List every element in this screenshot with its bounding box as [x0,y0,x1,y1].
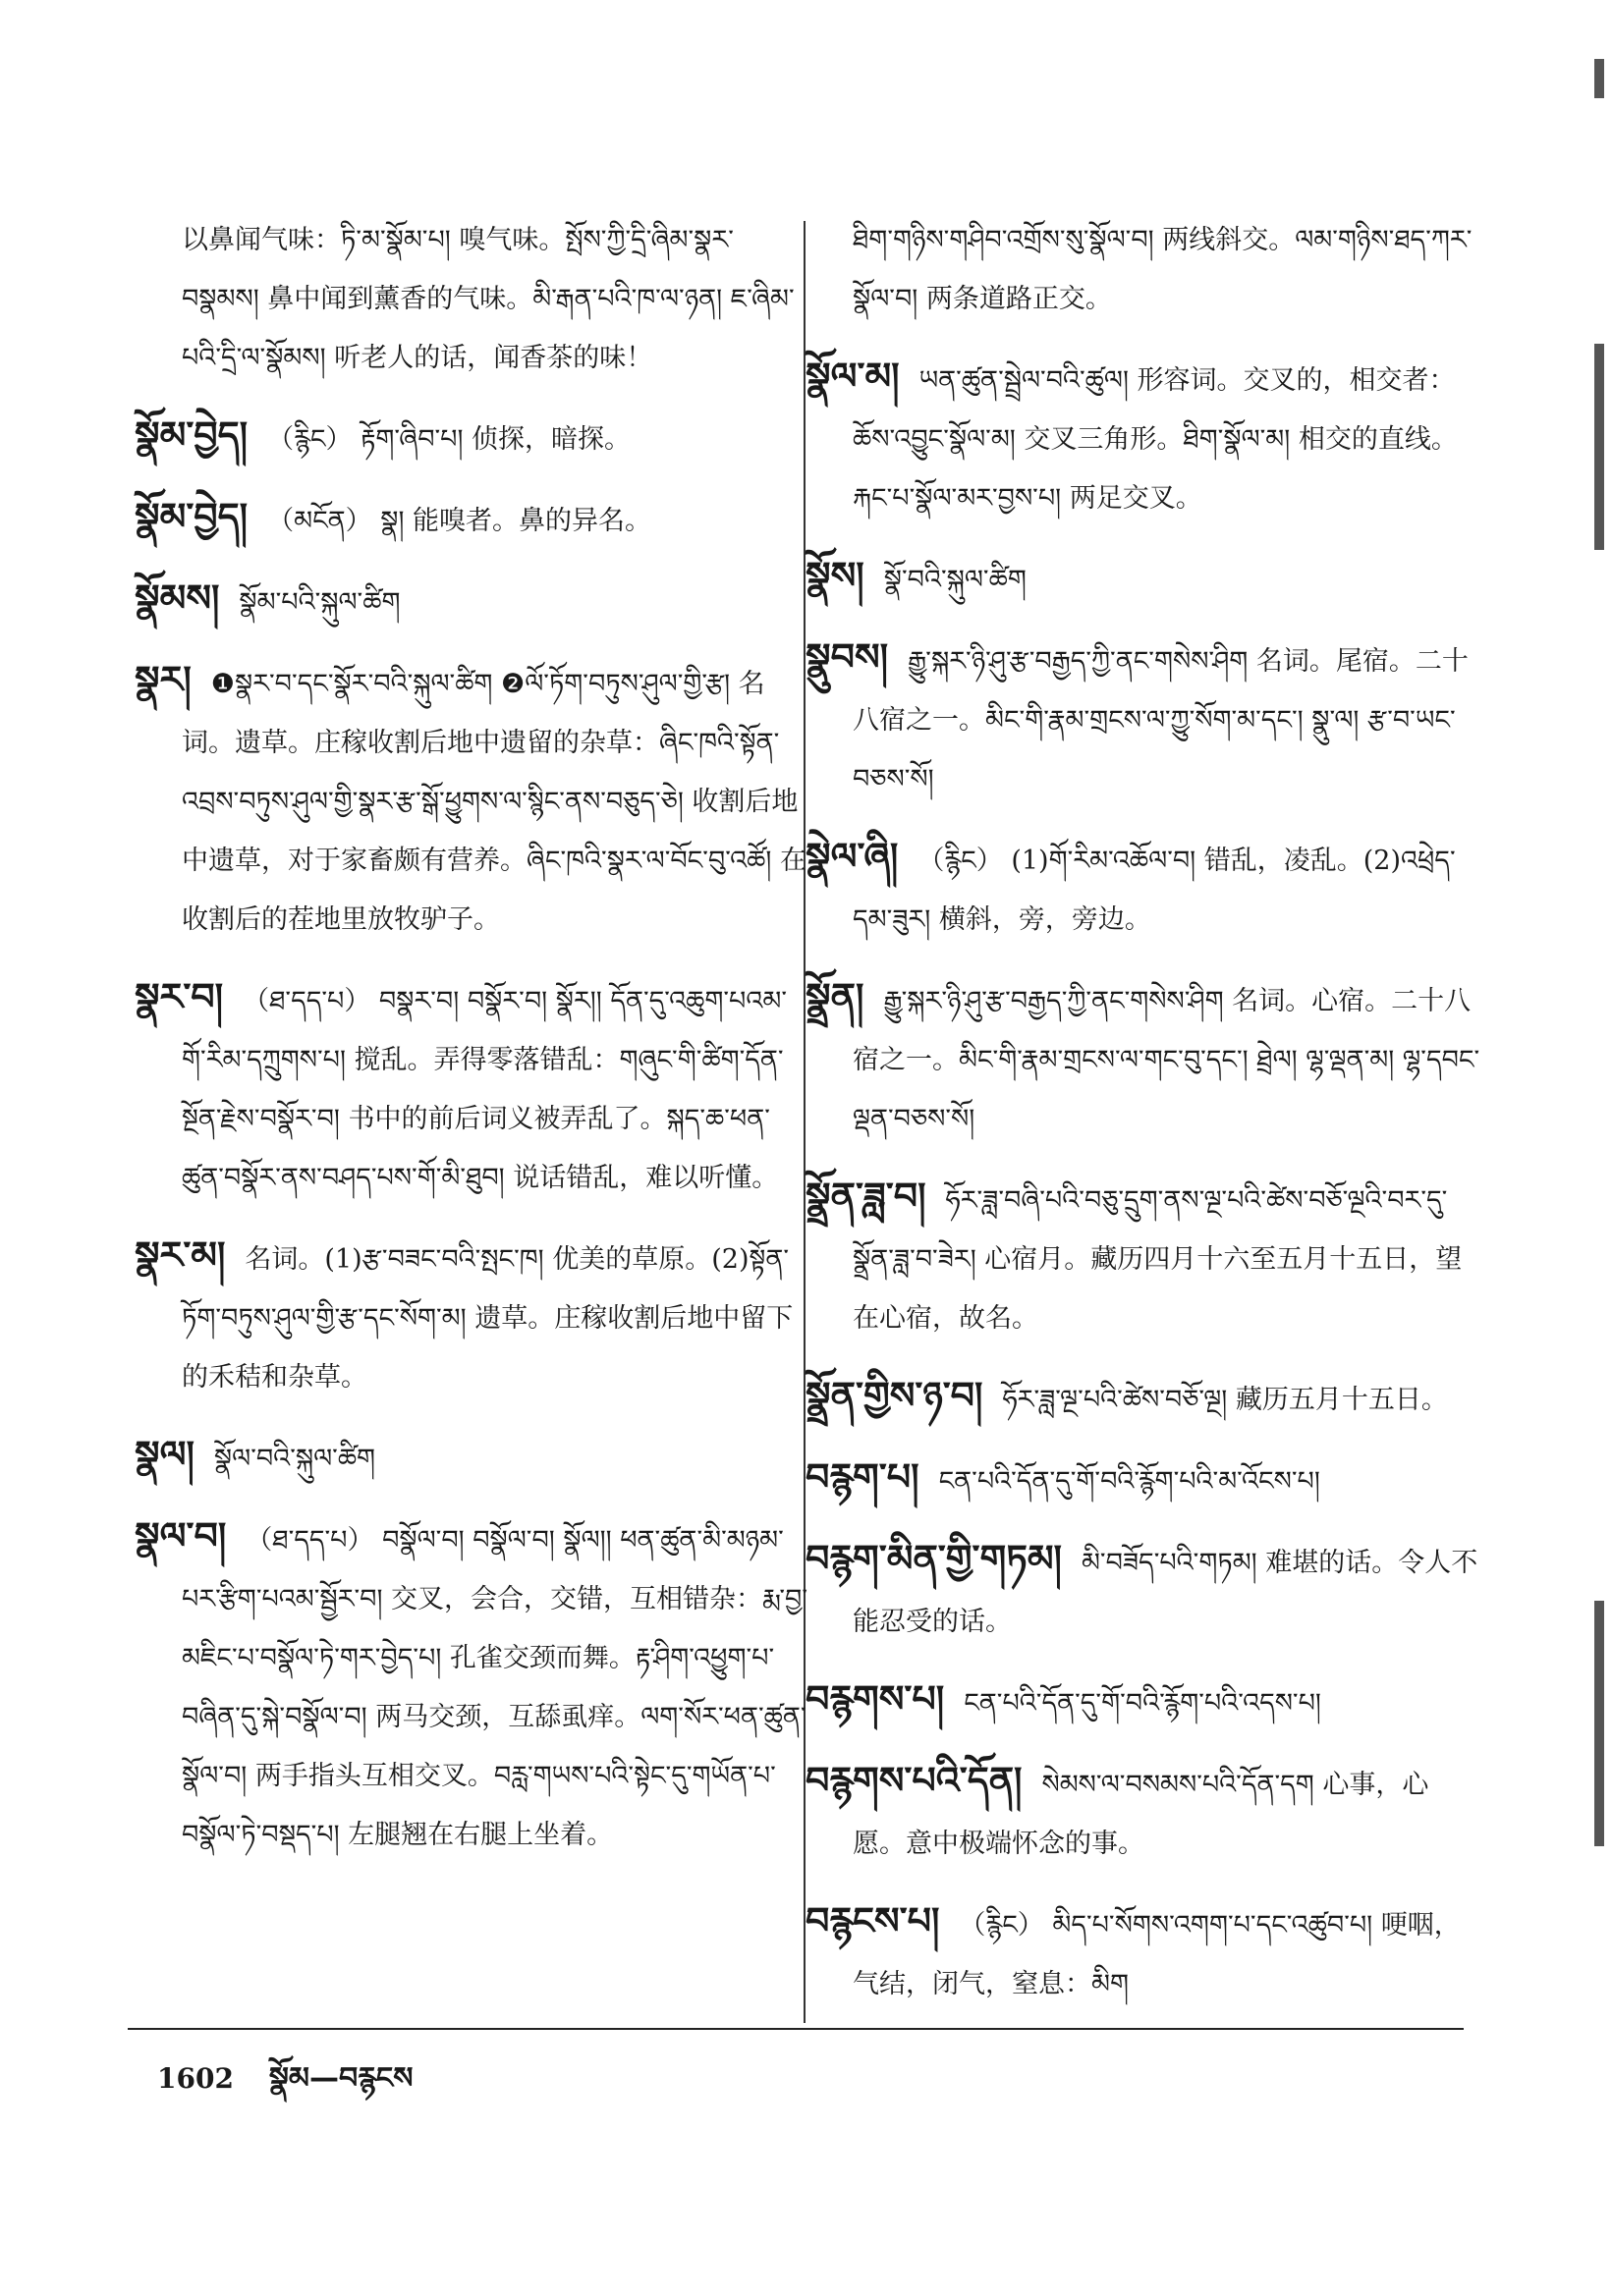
definition: སྣོམ་པའི་སྐུལ་ཚིག [239,587,401,618]
definition: མི་བཟོད་པའི་གཏམ། 难堪的话。令人不能忍受的话。 [853,1548,1478,1637]
dictionary-entry [135,650,810,950]
dictionary-entry [135,1226,810,1407]
headword: སྣར། [135,658,192,701]
definition: ཐིག་གཉིས་གཤིབ་འགྲོས་སུ་སྣོལ་བ། 两线斜交。ལམ་གཉིས་ཐད་ཀར་སྣོལ་བ། 两条道路正交。 [853,225,1473,314]
definition: སྣོ་བའི་སྐུལ་ཚིག [883,565,1027,595]
definition: （ཐ་དད་པ） བསྣར་བ། བསྣོར་བ། སྣོར།། དོན་དུ་འཆུག་པའམ་གོ་རིམ་དཀྲུགས་པ། 搅乱。弄得零落错乱：གཞུང་གི་ཚིག་དོན་སྔོན་རྗེས་བསྣོར་བ། 书中的前后词义被弄乱了。སྐད་ཆ་ཕན་ཚུན་བསྣོར་ནས་བཤད་པས་གོ་མི་ཐུབ། 说话错乱，难以听懂。 [182,986,787,1193]
scan-edge-mark [1594,344,1604,550]
headword: སྣྲོན་གྱིས་ཉ་བ། [806,1374,983,1417]
headword: སྣྲོན་ཟླ་བ། [806,1175,926,1218]
dictionary-entry [806,967,1481,1149]
left-column [135,211,810,1883]
dictionary-entry [806,1891,1481,2014]
definition: 名词。(1)རྩ་བཟང་བའི་སྤང་ཁ། 优美的草原。(2)སྟོན་ཏོག་བཏུས་ཤུལ་གྱི་རྩ་དང་སོག་མ། 遗草。庄稼收割后地中留下的禾秸和杂草。 [182,1244,794,1393]
scan-edge-mark [1594,59,1604,98]
definition: （མངོན） སྣ། 能嗅者。鼻的异名。 [267,506,652,536]
definition: （རྙིང） རྟོག་ཞིབ་པ། 侦探，暗探。 [267,424,632,455]
definition: （རྙིང） (1)གོ་རིམ་འཆོལ་བ། 错乱，凌乱。(2)འཕྲེད་དམ་ཟུར། 横斜，旁，旁边。 [853,846,1456,935]
definition: རྒྱུ་སྐར་ཉི་ཤུ་རྩ་བརྒྱད་ཀྱི་ནང་གསེས་ཤིག 名词。尾宿。二十八宿之一。མིང་གི་རྣམ་གྲངས་ལ་ཀྱུ་སོག་མ་དང་། སྣུ་ལ། རྩ་བ་ཡང་བཅས་སོ། [853,646,1469,794]
headword: སྣོམས། [135,576,220,620]
definition: ཧོར་ཟླ་ལྔ་པའི་ཚེས་བཅོ་ལྔ། 藏历五月十五日。 [1002,1385,1448,1415]
headword: སྣར་བ། [135,975,224,1018]
definition: རྒྱུ་སྐར་ཉི་ཤུ་རྩ་བརྒྱད་ཀྱི་ནང་གསེས་ཤིག 名词。心宿。二十八宿之一。མིང་གི་རྣམ་གྲངས་ལ་གང་བུ་དང་། ཐྲེལ། ལྷ་ལྡན་མ། ལྷ་དབང་ལྡན་བཅས་སོ། [853,986,1480,1134]
headword: སྣོམ་བྱེད། [135,495,249,538]
headword: སྣེལ་ཞི། [806,835,899,878]
scan-edge-mark [1594,1601,1604,1846]
dictionary-entry [135,406,810,469]
definition: ངན་པའི་དོན་དུ་གོ་བའི་རྙོག་པའི་འདས་པ། [964,1688,1321,1719]
dictionary-entry [806,546,1481,610]
headword: སྣལ། [135,1433,195,1476]
dictionary-entry [135,967,810,1208]
definition: སྣོལ་བའི་སྐུལ་ཚིག [213,1444,376,1474]
dictionary-entry [135,1506,810,1865]
definition: （ཐ་དད་པ） བསྣོལ་བ། བསྣོལ་བ། སྣོལ།། ཕན་ཚུན་མི་མཉམ་པར་རྩིག་པའམ་སྦྱོར་བ། 交叉，会合，交错，互相错杂：རྨ་བྱ་མཇིང་པ་བསྣོལ་ཏེ་གར་བྱེད་པ། 孔雀交颈而舞。རྟ་ཤིག་འཕྱུག་པ་བཞིན་དུ་སྐེ་བསྣོལ་བ། 两马交颈，互舔虱痒。ལག་སོར་ཕན་ཚུན་སྣོལ་བ། 两手指头互相交叉。བརླ་གཡས་པའི་སྟེང་དུ་གཡོན་པ་བསྣོལ་ཏེ་བསྡད་པ། 左腿翘在右腿上坐着。 [182,1525,808,1850]
dictionary-entry [853,211,1481,329]
definition: ❶སྣར་བ་དང་སྣོར་བའི་སྐུལ་ཚིག ❷ལོ་ཏོག་བཏུས་ཤུལ་གྱི་རྩ། 名词。遗草。庄稼收割后地中遗留的杂草：ཞིང་ཁའི་སྟོན་འབྲས་བཏུས་ཤུལ་གྱི་སྣར་རྩ་སྒོ་ཕྱུགས་ལ་སྙིང་ནས་བཅུད་ཅེ། 收割后地中遗草，对于家畜颇有营养。ཞིང་ཁའི་སྣར་ལ་བོང་བུ་འཚོ། 在收割后的茬地里放牧驴子。 [182,669,806,935]
headword: བརྙངས་པ། [806,1899,940,1942]
dictionary-entry [182,211,810,388]
dictionary-entry [135,487,810,551]
dictionary-entry [806,1366,1481,1430]
page-footer [157,2046,413,2128]
headword: བརྙག་པ། [806,1455,919,1499]
headword: བརྙག་མིན་གྱི་གཏམ། [806,1537,1062,1580]
headword: སྣོམ་བྱེད། [135,413,249,457]
headword: སྣོས། [806,554,864,597]
dictionary-entry [806,1751,1481,1874]
right-column [806,211,1481,2032]
headword: སྣོལ་མ། [806,355,900,398]
headword: སྣར་མ། [135,1233,226,1277]
page-number: 1602 [157,2062,234,2095]
definition: ཡན་ཚུན་སྦྲེལ་བའི་ཚུལ། 形容词。交叉的，相交者：ཆོས་འབྱུང་སྣོལ་མ། 交叉三角形。ཐིག་སྣོལ་མ། 相交的直线。རྐང་པ་སྣོལ་མར་བྱས་པ། 两足交叉。 [853,365,1458,514]
definition: 以鼻闻气味：ཏི་མ་སྣོམ་པ། 嗅气味。སྤོས་ཀྱི་དྲི་ཞིམ་སྣར་བསྣམས། 鼻中闻到薰香的气味。མི་རྒན་པའི་ཁ་ལ་ཉན། ཇ་ཞིམ་པའི་དྲི་ལ་སྣོམས། 听老人的话，闻香茶的味！ [182,225,795,373]
dictionary-entry [806,1167,1481,1348]
dictionary-entry [806,347,1481,528]
dictionary-entry [806,1448,1481,1511]
dictionary-entry [806,827,1481,950]
definition: （རྙིང） མིད་པ་སོགས་འགག་པ་དང་འཚུབ་པ། 哽咽，气结，闭气，窒息：མིག [853,1910,1461,1999]
definition: ངན་པའི་དོན་དུ་གོ་བའི་རྙོག་པའི་མ་འོངས་པ། [938,1466,1320,1497]
headword: བརྙགས་པ། [806,1677,945,1721]
dictionary-entry [806,1669,1481,1733]
headword: སྣྲོན། [806,975,864,1018]
definition: ཧོར་ཟླ་བཞི་པའི་བཅུ་དྲུག་ནས་ལྔ་པའི་ཚེས་བཅོ་ལྔའི་བར་དུ་སྣྲོན་ཟླ་བ་ཟེར། 心宿月。藏历四月十六至五月十五日，望在心宿，故名。 [853,1185,1463,1334]
guide-words: སྣོམ—བརྙངས [268,2061,414,2096]
dictionary-entry [135,1425,810,1489]
dictionary-entry [806,1529,1481,1652]
definition: སེམས་ལ་བསམས་པའི་དོན་དག 心事，心愿。意中极端怀念的事。 [853,1770,1429,1859]
dictionary-entry [806,628,1481,809]
dictionary-entry [135,569,810,632]
headword: སྣུབས། [806,635,889,679]
headword: བརྙགས་པའི་དོན། [806,1759,1023,1802]
headword: སྣལ་བ། [135,1514,227,1558]
